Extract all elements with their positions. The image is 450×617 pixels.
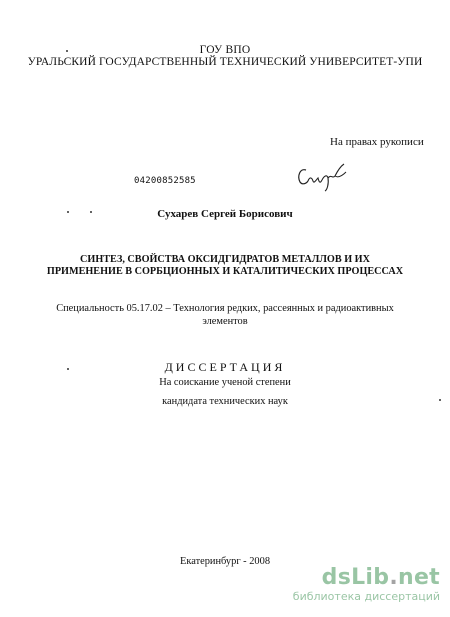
specialty-line-2: элементов [202, 316, 248, 327]
thesis-title-line-1: СИНТЕЗ, СВОЙСТВА ОКСИДГИДРАТОВ МЕТАЛЛОВ И ИХ [80, 254, 370, 265]
dslib-watermark [293, 566, 440, 603]
city-and-year: Екатеринбург - 2008 [179, 556, 271, 567]
specialty-line-1: Специальность 05.17.02 – Технология редких, рассеянных и радиоактивных [56, 303, 394, 314]
university-name: УРАЛЬСКИЙ ГОСУДАРСТВЕННЫЙ ТЕХНИЧЕСКИЙ УНИВЕРСИТЕТ-УПИ [27, 56, 423, 68]
serial-number: 04200852585 [134, 176, 196, 186]
watermark-logo-tld: net [398, 565, 440, 590]
institution-type: ГОУ ВПО [199, 44, 251, 56]
watermark-logo [293, 566, 440, 590]
watermark-subtitle: библиотека диссертаций [292, 590, 440, 603]
degree-line-2: кандидата технических наук [162, 396, 288, 407]
document-type-heading: ДИССЕРТАЦИЯ [164, 360, 286, 374]
manuscript-rights-note: На правах рукописи [330, 136, 424, 148]
degree-line-1: На соискание ученой степени [159, 377, 291, 388]
thesis-title-line-2: ПРИМЕНЕНИЕ В СОРБЦИОННЫХ И КАТАЛИТИЧЕСКИХ ПРОЦЕССАХ [46, 266, 404, 277]
watermark-logo-main: dsLib [321, 565, 390, 590]
handwritten-signature [294, 158, 354, 192]
scan-speck [66, 50, 68, 52]
watermark-logo-dot: . [389, 565, 398, 590]
author-name: Сухарев Сергей Борисович [157, 208, 293, 220]
